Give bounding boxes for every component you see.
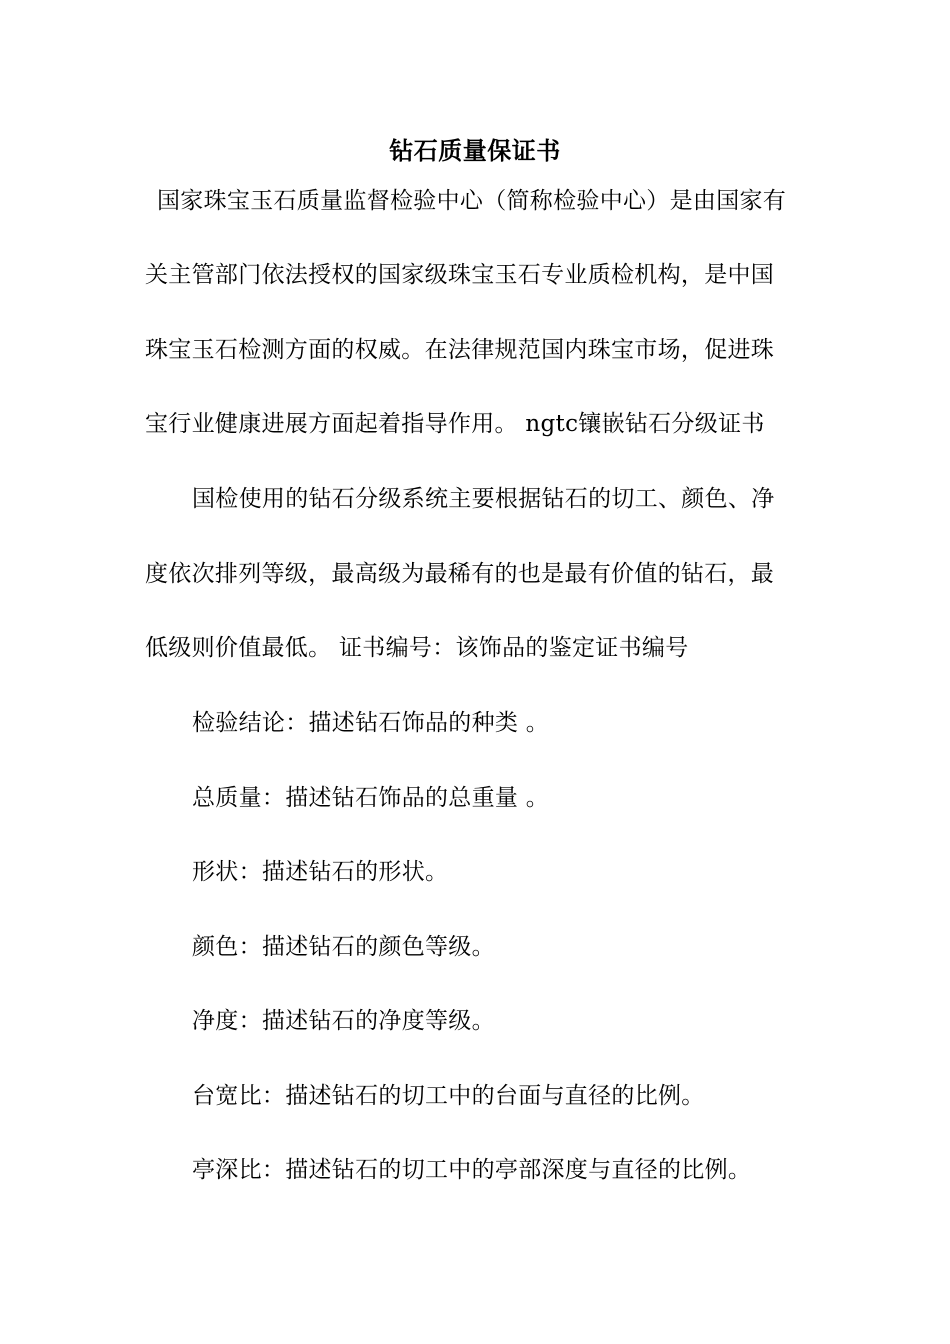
field-inspection-conclusion: 检验结论：描述钻石饰品的种类 。 [192, 710, 550, 736]
document-title: 钻石质量保证书 [389, 136, 561, 165]
grading-line-3: 低级则价值最低。 证书编号：该饰品的鉴定证书编号 [145, 635, 689, 661]
intro-line-3: 珠宝玉石检测方面的权威。在法律规范国内珠宝市场，促进珠 [145, 337, 775, 363]
intro-line-4: 宝行业健康进展方面起着指导作用。 ngtc镶嵌钻石分级证书 [145, 411, 765, 437]
field-total-weight: 总质量：描述钻石饰品的总重量 。 [192, 785, 550, 811]
field-color: 颜色：描述钻石的颜色等级。 [192, 934, 495, 960]
field-clarity: 净度：描述钻石的净度等级。 [192, 1008, 495, 1034]
grading-line-2: 度依次排列等级，最高级为最稀有的也是最有价值的钻石，最 [145, 561, 775, 587]
field-table-ratio: 台宽比：描述钻石的切工中的台面与直径的比例。 [192, 1083, 705, 1109]
intro-line-1: 国家珠宝玉石质量监督检验中心（简称检验中心）是由国家有 [157, 188, 787, 214]
field-pavilion-depth-ratio: 亭深比：描述钻石的切工中的亭部深度与直径的比例。 [192, 1157, 752, 1183]
grading-line-1: 国检使用的钻石分级系统主要根据钻石的切工、颜色、净 [192, 486, 775, 512]
field-shape: 形状：描述钻石的形状。 [192, 859, 449, 885]
intro-line-2: 关主管部门依法授权的国家级珠宝玉石专业质检机构，是中国 [145, 262, 775, 288]
